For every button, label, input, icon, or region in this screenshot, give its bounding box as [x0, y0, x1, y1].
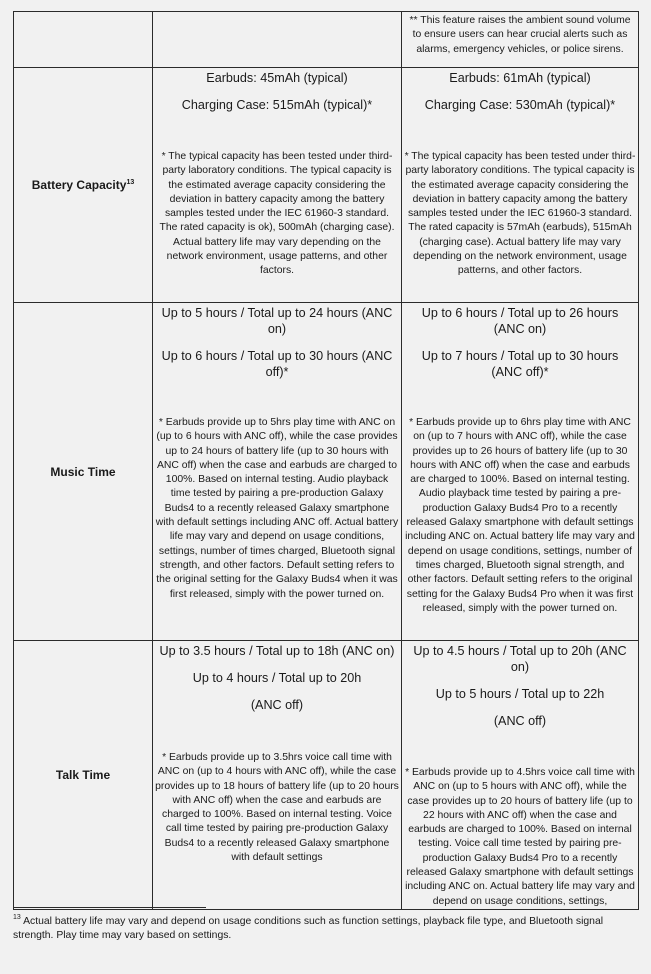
battery-label-footnote-ref: 13 — [126, 179, 135, 186]
talk-col3-note: * Earbuds provide up to 4.5hrs voice call time with ANC on (up to 5 hours with ANC off), while the case provides up to 20 hours of battery life (up to 22 hours with ANC off) when the case and earbuds are charged to 100%. Based on internal testing. Voice call time tested by pairing pre-production Galaxy Buds4 Pro to a recently released Galaxy smartphone with default settings including ANC on. Actual battery life may vary and depend on usage conditions, settings, — [405, 767, 635, 907]
table-row-talk — [14, 641, 639, 910]
music-col3-anc-on: Up to 6 hours / Total up to 26 hours (ANC on) — [421, 306, 619, 336]
battery-col2-cell — [153, 68, 402, 303]
talk-col2-anc-on: Up to 3.5 hours / Total up to 18h (ANC on) — [159, 644, 395, 658]
talk-col3-cell — [402, 641, 639, 910]
battery-col3-case: Charging Case: 530mAh (typical)* — [424, 98, 616, 112]
talk-label-cell — [14, 641, 153, 910]
top-col3-cell — [402, 12, 639, 68]
battery-label-cell — [14, 68, 153, 303]
battery-col2-earbuds: Earbuds: 45mAh (typical) — [206, 71, 348, 85]
talk-label: Talk Time — [55, 767, 111, 782]
battery-col3-note: * The typical capacity has been tested under third-party laboratory conditions. The typical capacity is the estimated average capacity considering the deviation in battery capacity among the battery samples tested under the IEC 61960-3 standard. The rated capacity is 57mAh (earbuds), 515mAh (charging case). Actual battery life may vary depending on the network environment, usage patterns, and other factors. — [404, 151, 636, 277]
footnote-marker: 13 — [13, 914, 21, 921]
music-col3-anc-off: Up to 7 hours / Total up to 30 hours (ANC off)* — [421, 349, 619, 379]
talk-col2-anc-off-line1: Up to 4 hours / Total up to 20h — [192, 671, 362, 685]
table-row-battery — [14, 68, 639, 303]
ambient-sound-note: ** This feature raises the ambient sound volume to ensure users can hear crucial alerts such as alarms, emergency vehicles, or police sirens. — [409, 15, 631, 55]
footnote-divider — [13, 907, 206, 908]
music-col2-anc-on: Up to 5 hours / Total up to 24 hours (ANC on) — [161, 306, 393, 336]
music-col2-cell — [153, 303, 402, 641]
music-col2-anc-off: Up to 6 hours / Total up to 30 hours (ANC off)* — [161, 349, 393, 379]
music-col3-note: * Earbuds provide up to 6hrs play time with ANC on (up to 7 hours with ANC off), while the case provides up to 26 hours of battery life (up to 30 hours with ANC off) when the case and earbuds are charged to 100%. Based on internal testing. Audio playback time tested by pairing a pre-production Galaxy Buds4 Pro to a recently released Galaxy smartphone with default settings including ANC on. Actual battery life may vary and depend on usage conditions, settings, number of times charged, Bluetooth signal strength, and other factors. Default setting refers to the original setting for the Galaxy Buds4 Pro when it was first released, simply with the power turned on. — [405, 417, 635, 614]
battery-col3-cell — [402, 68, 639, 303]
table-row-music — [14, 303, 639, 641]
table-row-top-note — [14, 12, 639, 68]
talk-col2-anc-off-line2: (ANC off) — [250, 698, 304, 712]
battery-col2-note: * The typical capacity has been tested under third-party laboratory conditions. The typical capacity is the estimated average capacity considering the deviation in battery capacity among the battery samples tested under the IEC 61960-3 standard. The rated capacity is ok), 500mAh (charging case). Actual battery life may vary depending on the network environment, usage patterns, and other factors. — [159, 151, 395, 277]
battery-col3-earbuds: Earbuds: 61mAh (typical) — [449, 71, 591, 85]
music-col3-cell — [402, 303, 639, 641]
top-col2-cell — [153, 12, 402, 68]
talk-col3-anc-off-line1: Up to 5 hours / Total up to 22h — [435, 687, 605, 701]
footnote — [13, 915, 638, 943]
music-col2-note: * Earbuds provide up to 5hrs play time with ANC on (up to 6 hours with ANC off), while the case provides up to 24 hours of battery life (up to 30 hours with ANC off) when the case and earbuds are charged to 100%. Based on internal testing. Audio playback time tested by pairing a pre-production Galaxy Buds4 to a recently released Galaxy smartphone with default settings including ANC off. Actual battery life may vary and depend on usage conditions, settings, number of times charged, Bluetooth signal strength, and other factors. Default setting refers to the original setting for the Galaxy Buds4 when it was first released, simply with the power turned on. — [155, 417, 399, 600]
battery-label: Battery Capacity — [31, 178, 127, 192]
spec-table — [13, 11, 639, 910]
talk-col3-anc-off-line2: (ANC off) — [493, 714, 547, 728]
music-label-cell — [14, 303, 153, 641]
top-label-cell — [14, 12, 153, 68]
talk-col2-note: * Earbuds provide up to 3.5hrs voice call time with ANC on (up to 4 hours with ANC off), while the case provides up to 18 hours of battery life (up to 20 hours with ANC off) when the case and earbuds are charged to 100%. Based on internal testing. Voice call time tested by pairing pre-production Galaxy Buds4 to a recently released Galaxy smartphone with default settings — [155, 752, 399, 864]
talk-col3-anc-on: Up to 4.5 hours / Total up to 20h (ANC on) — [413, 644, 627, 674]
battery-col2-case: Charging Case: 515mAh (typical)* — [181, 98, 373, 112]
music-label: Music Time — [50, 464, 116, 479]
talk-col2-cell — [153, 641, 402, 910]
footnote-text: Actual battery life may vary and depend on usage conditions such as function settings, playback file type, and Bluetooth signal strength. Play time may vary based on settings. — [13, 916, 604, 941]
